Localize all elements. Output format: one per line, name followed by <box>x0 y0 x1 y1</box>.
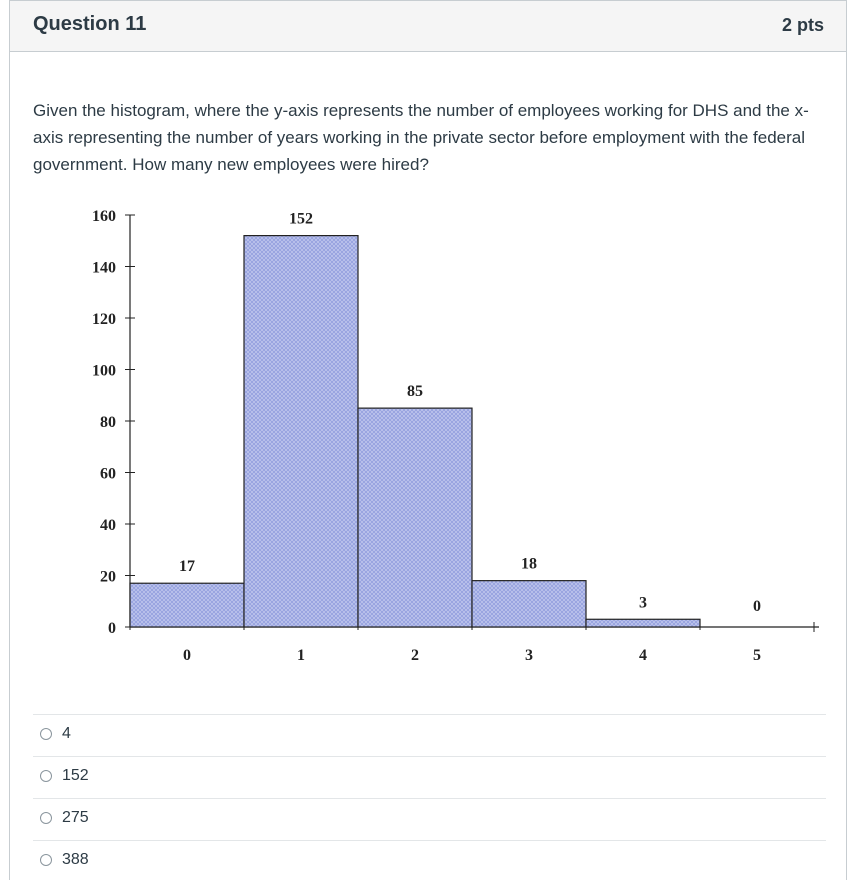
y-tick-label: 80 <box>100 414 116 431</box>
x-tick-label: 1 <box>297 647 305 664</box>
question-card <box>9 0 847 880</box>
radio-button[interactable] <box>40 854 52 866</box>
y-tick-label: 140 <box>92 259 116 277</box>
radio-button[interactable] <box>40 812 52 824</box>
answer-label: 152 <box>62 767 89 784</box>
histogram-bar <box>358 408 472 627</box>
radio-button[interactable] <box>40 728 52 740</box>
y-tick-label: 100 <box>92 362 116 380</box>
answer-label: 388 <box>62 851 89 868</box>
histogram-chart <box>65 197 825 677</box>
answer-option[interactable] <box>33 798 826 840</box>
answer-label: 275 <box>62 809 89 826</box>
answer-option[interactable] <box>33 714 826 756</box>
histogram-bar <box>244 236 358 627</box>
radio-button[interactable] <box>40 770 52 782</box>
answer-list <box>33 714 826 882</box>
data-label: 18 <box>521 555 537 573</box>
data-label: 3 <box>639 594 647 612</box>
x-tick-label: 5 <box>753 647 761 664</box>
y-tick-label: 120 <box>92 311 116 328</box>
answer-label: 4 <box>62 725 71 742</box>
x-tick-label: 2 <box>411 647 419 664</box>
data-label: 152 <box>289 210 313 228</box>
x-tick-label: 0 <box>183 647 191 664</box>
histogram-bar <box>586 619 700 627</box>
answer-option[interactable] <box>33 840 826 882</box>
histogram-bar <box>472 581 586 627</box>
answer-option[interactable] <box>33 756 826 798</box>
question-text: Given the histogram, where the y-axis represents the number of employees working for DHS and the x-axis representing the number of years working in the private sector before employment with the federal government. How many new employees were hired? <box>33 101 809 174</box>
y-tick-label: 0 <box>108 620 116 637</box>
y-tick-label: 40 <box>100 517 116 534</box>
y-tick-label: 160 <box>92 208 116 225</box>
x-tick-label: 3 <box>525 647 533 664</box>
question-title: Question 11 <box>33 13 147 35</box>
question-points: 2 pts <box>781 15 824 35</box>
question-header <box>10 1 846 52</box>
data-label: 0 <box>753 598 761 615</box>
data-label: 17 <box>179 558 195 576</box>
data-label: 85 <box>407 383 423 401</box>
x-tick-label: 4 <box>639 647 647 664</box>
histogram-bar <box>130 583 244 627</box>
y-tick-label: 60 <box>100 465 116 483</box>
y-tick-label: 20 <box>100 568 116 586</box>
